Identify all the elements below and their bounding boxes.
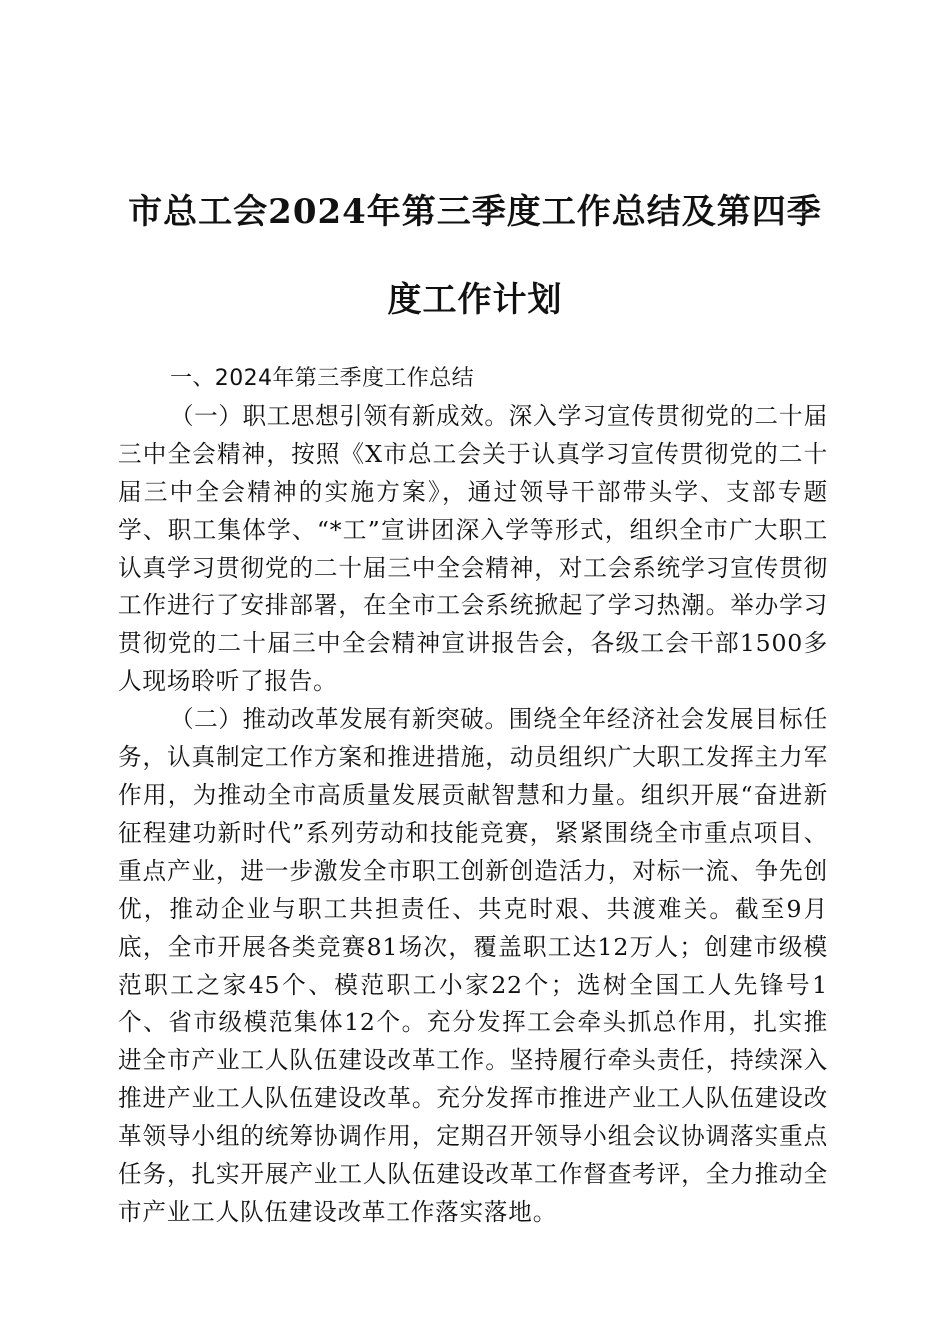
paragraph-1 <box>118 398 828 701</box>
document-body <box>118 360 828 1232</box>
title-line-1: 市总工会2024年第三季度工作总结及第四季 <box>128 192 822 232</box>
paragraph-2 <box>118 701 828 1232</box>
title-line-2: 度工作计划 <box>387 280 563 320</box>
paragraph-1-lead: （一）职工思想引领有新成效。 <box>170 401 509 430</box>
paragraph-1-text: 深入学习宣传贯彻党的二十届三中全会精神，按照《X市总工会关于认真学习宣传贯彻党的二十届三中全会精神的实施方案》，通过领导干部带头学、支部专题学、职工集体学、“*工”宣讲团深入学等形式，组织全市广大职工认真学习贯彻党的二十届三中全会精神，对工会系统学习宣传贯彻工作进行了安排部署，在全市工会系统掀起了学习热潮。举办学习贯彻党的二十届三中全会精神宣讲报告会，各级工会干部1500多人现场聆听了报告。 <box>118 401 828 696</box>
section-heading: 一、2024年第三季度工作总结 <box>170 366 474 391</box>
document-title <box>90 168 860 344</box>
paragraph-2-lead: （二）推动改革发展有新突破。 <box>170 705 509 734</box>
paragraph-2-text: 围绕全年经济社会发展目标任务，认真制定工作方案和推进措施，动员组织广大职工发挥主力军作用，为推动全市高质量发展贡献智慧和力量。组织开展“奋进新征程建功新时代”系列劳动和技能竞赛，紧紧围绕全市重点项目、重点产业，进一步激发全市职工创新创造活力，对标一流、争先创优，推动企业与职工共担责任、共克时艰、共渡难关。截至9月底，全市开展各类竞赛81场次，覆盖职工达12万人；创建市级模范职工之家45个、模范职工小家22个；选树全国工人先锋号1个、省市级模范集体12个。充分发挥工会牵头抓总作用，扎实推进全市产业工人队伍建设改革工作。坚持履行牵头责任，持续深入推进产业工人队伍建设改革。充分发挥市推进产业工人队伍建设改革领导小组的统筹协调作用，定期召开领导小组会议协调落实重点任务，扎实开展产业工人队伍建设改革工作督查考评，全力推动全市产业工人队伍建设改革工作落实落地。 <box>118 705 828 1226</box>
